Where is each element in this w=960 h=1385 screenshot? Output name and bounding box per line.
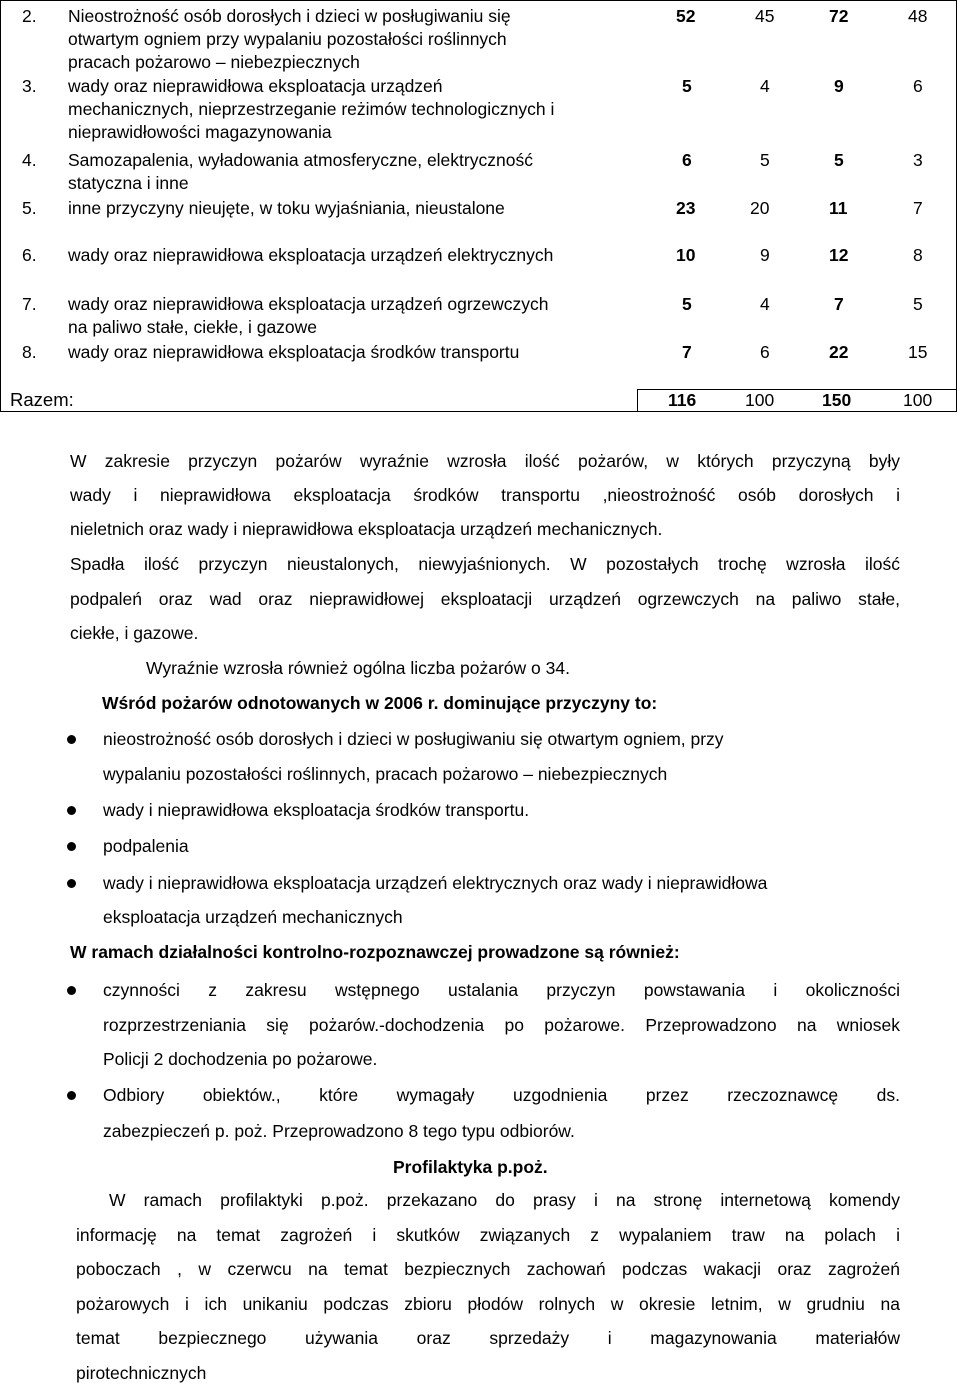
heading-dominant-causes: Wśród pożarów odnotowanych w 2006 r. dominujące przyczyny to: [102, 693, 658, 713]
value-cell: 5 [760, 150, 770, 170]
table-border-left [0, 0, 1, 412]
total-label: Razem: [10, 389, 74, 410]
paragraph-line: poboczach , w czerwcu na temat bezpiecznych zachowań podczas wakacji oraz zagrożeń [76, 1259, 900, 1279]
list-item: czynności z zakresu wstępnego ustalania przyczyn powstawania i okoliczności [103, 980, 900, 1000]
value-cell: 9 [760, 245, 770, 265]
row-cause: statyczna i inne [68, 173, 189, 193]
value-cell: 6 [913, 76, 923, 96]
table-border-bottom [0, 411, 957, 412]
value-cell: 12 [829, 245, 849, 265]
value-cell: 72 [829, 6, 849, 26]
paragraph-line: wady i nieprawidłowa eksploatacja środków transportu ,nieostrożność osób dorosłych i [70, 485, 900, 505]
value-cell: 6 [682, 150, 692, 170]
value-cell: 48 [908, 6, 928, 26]
bullet-icon [67, 735, 76, 744]
list-item: wypalaniu pozostałości roślinnych, pracach pożarowo – niebezpiecznych [103, 764, 668, 784]
row-cause: Samozapalenia, wyładowania atmosferyczne, elektryczność [68, 150, 533, 170]
paragraph-line: Spadła ilość przyczyn nieustalonych, niewyjaśnionych. W pozostałych trochę wzrosła ilość [70, 554, 900, 574]
bullet-icon [67, 879, 76, 888]
row-cause: wady oraz nieprawidłowa eksploatacja urządzeń [68, 76, 443, 96]
row-number: 4. [22, 150, 37, 170]
paragraph-line: temat bezpiecznego używania oraz sprzedaży i magazynowania materiałów [76, 1328, 900, 1348]
value-cell: 15 [908, 342, 928, 362]
value-cell: 23 [676, 198, 696, 218]
row-number: 8. [22, 342, 37, 362]
row-cause: mechanicznych, nieprzestrzeganie reżimów technologicznych i [68, 99, 555, 119]
list-item: wady i nieprawidłowa eksploatacja środków transportu. [103, 800, 530, 820]
list-item: Policji 2 dochodzenia po pożarowe. [103, 1049, 378, 1069]
row-cause: wady oraz nieprawidłowa eksploatacja urządzeń ogrzewczych [68, 294, 549, 314]
list-item: nieostrożność osób dorosłych i dzieci w posługiwaniu się otwartym ogniem, przy [103, 729, 724, 749]
row-number: 2. [22, 6, 37, 26]
list-item: wady i nieprawidłowa eksploatacja urządzeń elektrycznych oraz wady i nieprawidłowa [103, 873, 768, 893]
row-number: 5. [22, 198, 37, 218]
value-cell: 5 [913, 294, 923, 314]
row-cause: otwartym ogniem przy wypalaniu pozostałości roślinnych [68, 29, 507, 49]
total-value: 100 [745, 390, 775, 410]
paragraph-line: pirotechnicznych [76, 1363, 207, 1383]
paragraph-line: podpaleń oraz wad oraz nieprawidłowej eksploatacji urządzeń ogrzewczych na paliwo stałe, [70, 589, 900, 609]
value-cell: 7 [834, 294, 844, 314]
row-number: 3. [22, 76, 37, 96]
total-value: 116 [668, 390, 697, 410]
row-cause: na paliwo stałe, ciekłe, i gazowe [68, 317, 318, 337]
value-cell: 10 [676, 245, 696, 265]
row-cause: wady oraz nieprawidłowa eksploatacja środków transportu [68, 342, 520, 362]
value-cell: 7 [913, 198, 923, 218]
value-cell: 22 [829, 342, 849, 362]
value-cell: 20 [750, 198, 770, 218]
list-item: rozprzestrzeniania się pożarów.-dochodzenia po pożarowe. Przeprowadzono na wniosek [103, 1015, 900, 1035]
value-cell: 6 [760, 342, 770, 362]
list-item: podpalenia [103, 836, 189, 856]
bullet-icon [67, 806, 76, 815]
row-number: 7. [22, 294, 37, 314]
value-cell: 5 [682, 76, 692, 96]
value-cell: 4 [760, 294, 770, 314]
row-cause: inne przyczyny nieujęte, w toku wyjaśniania, nieustalone [68, 198, 505, 218]
value-cell: 45 [755, 6, 775, 26]
row-cause: nieprawidłowości magazynowania [68, 122, 332, 142]
value-cell: 5 [834, 150, 844, 170]
heading-control-activities: W ramach działalności kontrolno-rozpoznawczej prowadzone są również: [70, 942, 680, 962]
row-number: 6. [22, 245, 37, 265]
row-cause: Nieostrożność osób dorosłych i dzieci w posługiwaniu się [68, 6, 511, 26]
list-item: eksploatacja urządzeń mechanicznych [103, 907, 403, 927]
value-cell: 11 [829, 198, 848, 218]
paragraph-line: W zakresie przyczyn pożarów wyraźnie wzrosła ilość pożarów, w których przyczyną były [70, 451, 900, 471]
value-cell: 7 [682, 342, 692, 362]
bullet-icon [67, 842, 76, 851]
paragraph-line: ciekłe, i gazowe. [70, 623, 199, 643]
paragraph-line: W ramach profilaktyki p.poż. przekazano do prasy i na stronę internetową komendy [109, 1190, 900, 1210]
total-row-divider [637, 389, 638, 412]
heading-prevention: Profilaktyka p.poż. [393, 1157, 548, 1177]
table-border-top [0, 0, 957, 1]
value-cell: 8 [913, 245, 923, 265]
value-cell: 3 [913, 150, 923, 170]
value-cell: 9 [834, 76, 844, 96]
paragraph-line: nieletnich oraz wady i nieprawidłowa eksploatacja urządzeń mechanicznych. [70, 519, 663, 539]
row-cause: pracach pożarowo – niebezpiecznych [68, 52, 360, 72]
bullet-icon [67, 1091, 76, 1100]
paragraph-line: informację na temat zagrożeń i skutków związanych z wypalaniem traw na polach i [76, 1225, 900, 1245]
total-value: 150 [822, 390, 852, 410]
value-cell: 5 [682, 294, 692, 314]
row-cause: wady oraz nieprawidłowa eksploatacja urządzeń elektrycznych [68, 245, 554, 265]
paragraph-total-increase: Wyraźnie wzrosła również ogólna liczba pożarów o 34. [146, 658, 570, 678]
paragraph-line: pożarowych i ich unikaniu podczas zbioru płodów rolnych w okresie letnim, w grudniu na [76, 1294, 900, 1314]
table-border-right [956, 0, 957, 412]
total-value: 100 [903, 390, 933, 410]
list-item: Odbiory obiektów., które wymagały uzgodnienia przez rzeczoznawcę ds. [103, 1085, 900, 1105]
value-cell: 52 [676, 6, 696, 26]
list-item: zabezpieczeń p. poż. Przeprowadzono 8 tego typu odbiorów. [103, 1121, 575, 1141]
value-cell: 4 [760, 76, 770, 96]
bullet-icon [67, 986, 76, 995]
